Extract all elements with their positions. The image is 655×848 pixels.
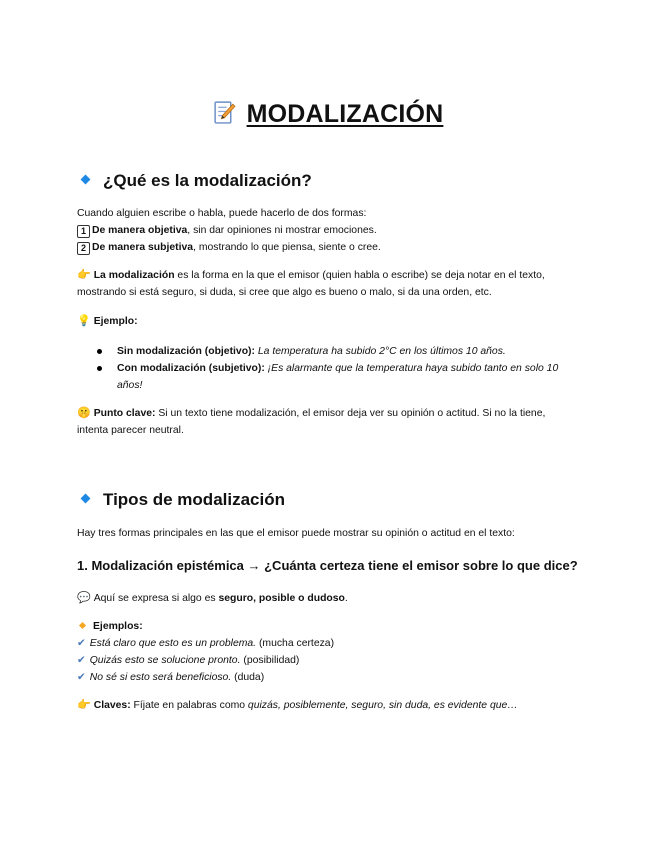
list-item: ✔ Quizás esto se solucione pronto. (posibilidad) (77, 655, 300, 666)
epistemica-description: 💬 Aquí se expresa si algo es seguro, posible o dudoso. (77, 590, 572, 607)
intro-paragraph: Cuando alguien escribe o habla, puede hacerlo de dos formas: 1 De manera objetiva, sin dar opiniones ni mostrar emociones. 2 De manera subjetiva, mostrando lo que piensa, siente o cree. (77, 205, 572, 256)
example-label: 💡 Ejemplo: (77, 313, 572, 330)
list-item: 1 De manera objetiva, sin dar opiniones ni mostrar emociones. (77, 222, 572, 239)
examples-block (77, 618, 572, 686)
section-heading-que-es: ¿Qué es la modalización? (82, 171, 312, 191)
blue-diamond-icon (81, 175, 91, 185)
example-list (97, 343, 567, 394)
check-mark-icon: ✔ (77, 638, 86, 649)
bullet-icon (97, 349, 102, 354)
check-mark-icon: ✔ (77, 655, 86, 666)
key-point-paragraph: 🤫 Punto clave: Si un texto tiene modalización, el emisor deja ver su opinión o actitud. Si no la tiene, intenta parecer neutral. (77, 407, 546, 436)
blue-diamond-icon (81, 494, 91, 504)
memo-icon (212, 100, 237, 125)
keycap-one-icon: 1 (77, 225, 90, 238)
light-bulb-icon: 💡 (77, 315, 91, 327)
page-title (0, 100, 655, 129)
list-item: ✔ No sé si esto será beneficioso. (duda) (77, 672, 265, 683)
bullet-icon (97, 366, 102, 371)
backhand-index-pointing-right-icon: 👉 (77, 699, 91, 711)
list-item: 2 De manera subjetiva, mostrando lo que piensa, siente o cree. (77, 239, 572, 256)
keycap-two-icon: 2 (77, 242, 90, 255)
list-item: Sin modalización (objetivo): La temperatura ha subido 2°C en los últimos 10 años. (97, 343, 567, 360)
title-text: MODALIZACIÓN (246, 100, 444, 128)
claves-paragraph: 👉 Claves: Fíjate en palabras como quizás, posiblemente, seguro, sin duda, es evidente que… (77, 697, 572, 714)
subheading-epistemica: 1. Modalización epistémica → ¿Cuánta certeza tiene el emisor sobre lo que dice? (77, 558, 578, 573)
list-item: Con modalización (subjetivo): ¡Es alarmante que la temperatura haya subido tanto en solo 10 años! (97, 360, 567, 394)
speech-balloon-icon: 💬 (77, 592, 91, 604)
list-item: ✔ Está claro que esto es un problema. (mucha certeza) (77, 638, 335, 649)
orange-diamond-icon (79, 622, 86, 629)
section-heading-tipos: Tipos de modalización (82, 490, 285, 510)
backhand-index-pointing-right-icon: 👉 (77, 269, 91, 281)
examples-label: Ejemplos: (77, 618, 572, 635)
types-intro-paragraph: Hay tres formas principales en las que el emisor puede mostrar su opinión o actitud en el texto: (77, 528, 515, 539)
shushing-face-icon: 🤫 (77, 407, 91, 419)
check-mark-icon: ✔ (77, 672, 86, 683)
definition-paragraph: 👉 La modalización es la forma en la que el emisor (quien habla o escribe) se deja notar en el texto, mostrando si está seguro, si duda, si cree que algo es bueno o malo, si da una orden, etc. (77, 269, 545, 298)
